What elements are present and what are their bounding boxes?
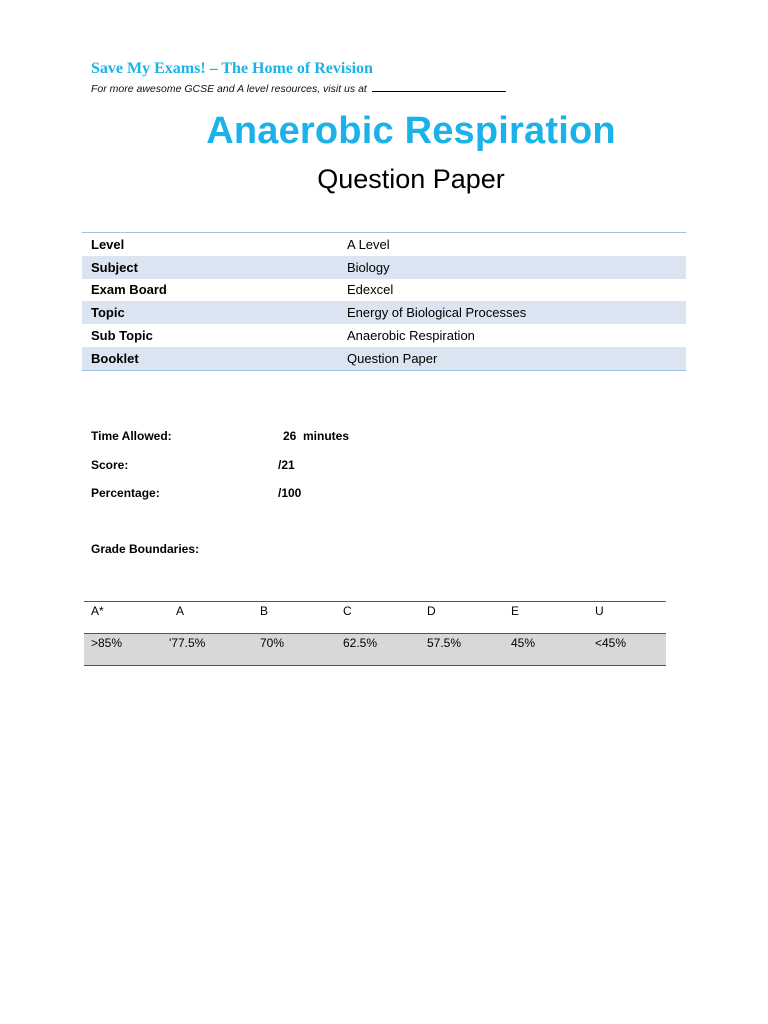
info-value: Energy of Biological Processes <box>347 305 527 321</box>
tagline <box>91 81 506 95</box>
grade-header: D <box>427 604 436 618</box>
url-blank-line <box>372 81 506 92</box>
grade-value: 70% <box>260 636 285 650</box>
score-value: /21 <box>278 458 295 472</box>
info-value: Biology <box>347 259 390 275</box>
score-label: Score: <box>91 458 129 472</box>
info-label: Exam Board <box>91 282 167 298</box>
info-row-level <box>82 233 686 256</box>
info-label: Sub Topic <box>91 328 153 344</box>
grade-values-row <box>84 633 666 665</box>
info-table <box>82 232 686 371</box>
info-value: Question Paper <box>347 350 438 366</box>
time-allowed-value: 26 minutes <box>283 429 350 443</box>
info-label: Topic <box>91 305 125 321</box>
document-subtitle: Question Paper <box>317 164 505 194</box>
info-label: Level <box>91 236 125 252</box>
info-value: A Level <box>347 236 390 252</box>
grade-header: U <box>595 604 604 618</box>
grade-value: '77.5% <box>169 636 206 650</box>
grade-header: E <box>511 604 520 618</box>
grade-value: <45% <box>595 636 627 650</box>
info-value: Anaerobic Respiration <box>347 328 475 344</box>
info-label: Booklet <box>91 350 139 366</box>
info-row-booklet <box>82 347 686 370</box>
time-allowed-label: Time Allowed: <box>91 429 172 443</box>
info-row-subject <box>82 256 686 279</box>
grade-value: 57.5% <box>427 636 462 650</box>
grade-header: C <box>343 604 352 618</box>
info-row-topic <box>82 301 686 324</box>
grade-value: 45% <box>511 636 536 650</box>
brand-heading: Save My Exams! – The Home of Revision <box>91 60 373 77</box>
percentage-value: /100 <box>278 486 302 500</box>
tagline-text: For more awesome GCSE and A level resources, visit us at <box>91 83 367 95</box>
grade-header-row <box>84 602 666 633</box>
info-row-sub-topic <box>82 324 686 347</box>
grade-boundaries-label: Grade Boundaries: <box>91 542 200 556</box>
info-label: Subject <box>91 259 138 275</box>
grade-header: B <box>260 604 269 618</box>
percentage-label: Percentage: <box>91 486 160 500</box>
grade-boundaries-table <box>84 601 666 666</box>
grade-value: >85% <box>91 636 123 650</box>
grade-header: A <box>176 604 185 618</box>
info-value: Edexcel <box>347 282 394 298</box>
grade-header: A* <box>91 604 104 618</box>
grade-value: 62.5% <box>343 636 378 650</box>
info-row-exam-board <box>82 279 686 302</box>
document-title: Anaerobic Respiration <box>206 110 616 152</box>
